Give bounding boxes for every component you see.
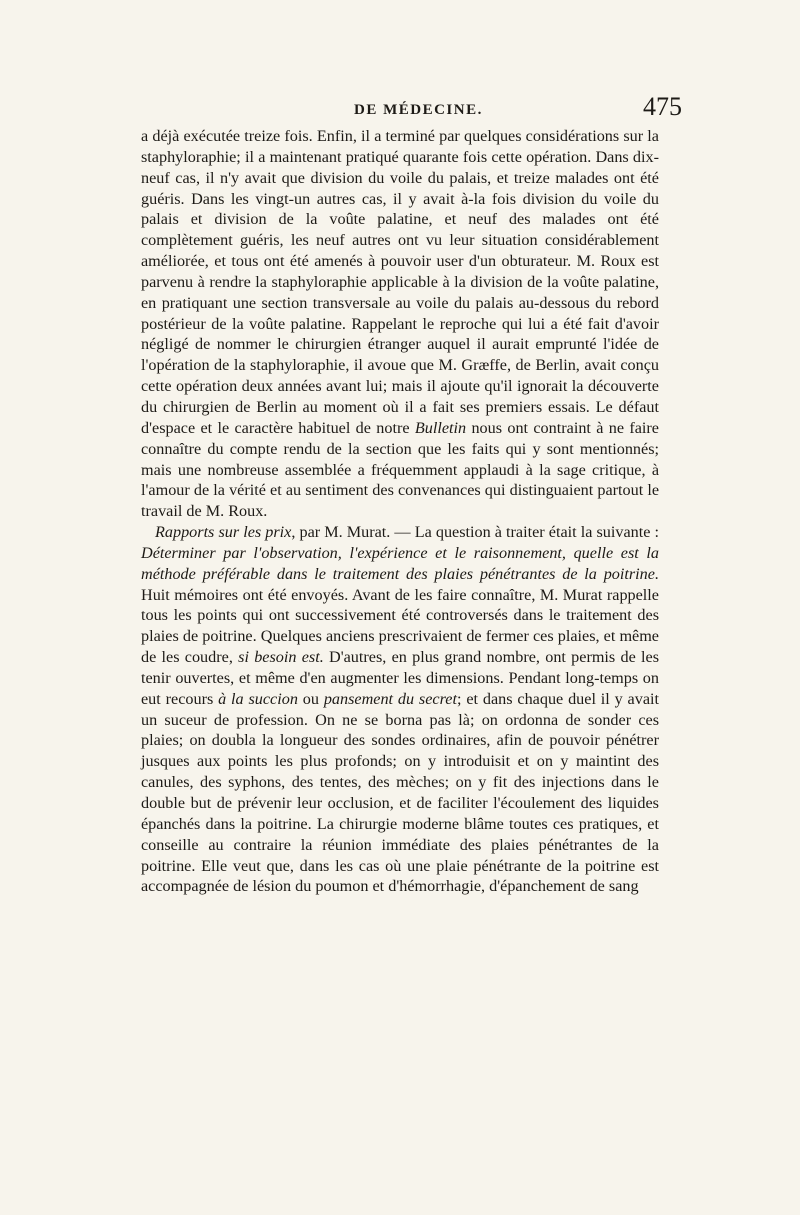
page-number: 475 [643, 92, 682, 121]
italic-segment: si besoin est. [238, 648, 324, 667]
running-head: DE MÉDECINE. [354, 102, 483, 118]
italic-segment: Bulletin [414, 418, 467, 437]
page-header [142, 92, 682, 126]
text-segment: D'autres, en plus grand nombre, ont permis de les tenir ouvertes, et même d'en augmenter les dimensions. Pendant long-temps on eut recours [141, 648, 660, 708]
text-segment: Huit mémoires ont été envoyés. Avant de les faire connaître, M. Murat rappelle tous les points qui ont successivement été controversés dans le traitement des plaies de poitrine. Quelques anciens prescrivaient de fermer ces plaies, et même de les coudre, [141, 585, 659, 667]
italic-segment: pansement du secret [323, 689, 457, 708]
body-text [141, 126, 659, 897]
text-segment: , par M. Murat. — La question à traiter était la suivante : [291, 523, 659, 542]
text-segment: a déjà exécutée treize fois. Enfin, il a terminé par quelques considérations sur la staphyloraphie; il a maintenant pratiqué quarante fois cette opération. Dans dix-neuf cas, il n'y avait que division du voile du palais, et treize malades ont été guéris. Dans les vingt-un autres cas, il y avait à-la fois division du voile du palais et division de la voûte palatine, et neuf des malades ont été complètement guéris, les neuf autres ont vu leur situation considérablement améliorée, et tous ont été amenés à pouvoir user d'un obturateur. M. Roux est parvenu à rendre la staphyloraphie applicable à la division de la voûte palatine, en pratiquant une section transversale au voile du palais au-dessous du rebord postérieur de la voûte palatine. Rappelant le reproche qui lui a été fait d'avoir négligé de nommer le chirurgien étranger auquel il aurait emprunté l'idée de l'opération de la staphyloraphie, il avoue que M. Græffe, de Berlin, avait conçu cette opération deux années avant lui; mais il ajoute qu'il ignorait la découverte du chirurgien de Berlin au moment où il a fait ses premiers essais. Le défaut d'espace et le caractère habituel de notre [141, 127, 659, 437]
paragraph-rapports-sur-les-prix [141, 522, 659, 897]
text-segment: ; et dans chaque duel il y avait un suceur de profession. On ne se borna pas là; on ordonna de sonder ces plaies; on doubla la longueur des sondes ordinaires, afin de pouvoir pénétrer jusques aux points les plus profonds; on y introduisit et on y maintint des canules, des syphons, des tentes, des mèches; on y fit des injections dans le double but de prévenir leur occlusion, et de faciliter l'écoulement des liquides épanchés dans la poitrine. La chirurgie moderne blâme toutes ces pratiques, et conseille au contraire la réunion immédiate des plaies pénétrantes de la poitrine. Elle veut que, dans les cas où une plaie pénétrante de la poitrine est accompagnée de lésion du poumon et d'hémorrhagie, d'épanchement de sang [141, 689, 660, 896]
text-segment: nous ont contraint à ne faire connaître du compte rendu de la section que les faits qui y sont mentionnés; mais une nombreuse assemblée a fréquemment applaudi à la sage critique, à l'amour de la vérité et au sentiment des convenances qui distinguaient partout le travail de M. Roux. [141, 418, 659, 521]
text-segment: ou [297, 689, 324, 708]
italic-segment: Rapports sur les prix [155, 523, 292, 542]
italic-segment: Déterminer par l'observation, l'expérience et le raisonnement, quelle est la méthode préférable dans le traitement des plaies pénétrantes de la poitrine. [141, 543, 659, 583]
italic-segment: à la succion [218, 689, 298, 708]
paragraph-roux-conclusion [141, 126, 659, 522]
